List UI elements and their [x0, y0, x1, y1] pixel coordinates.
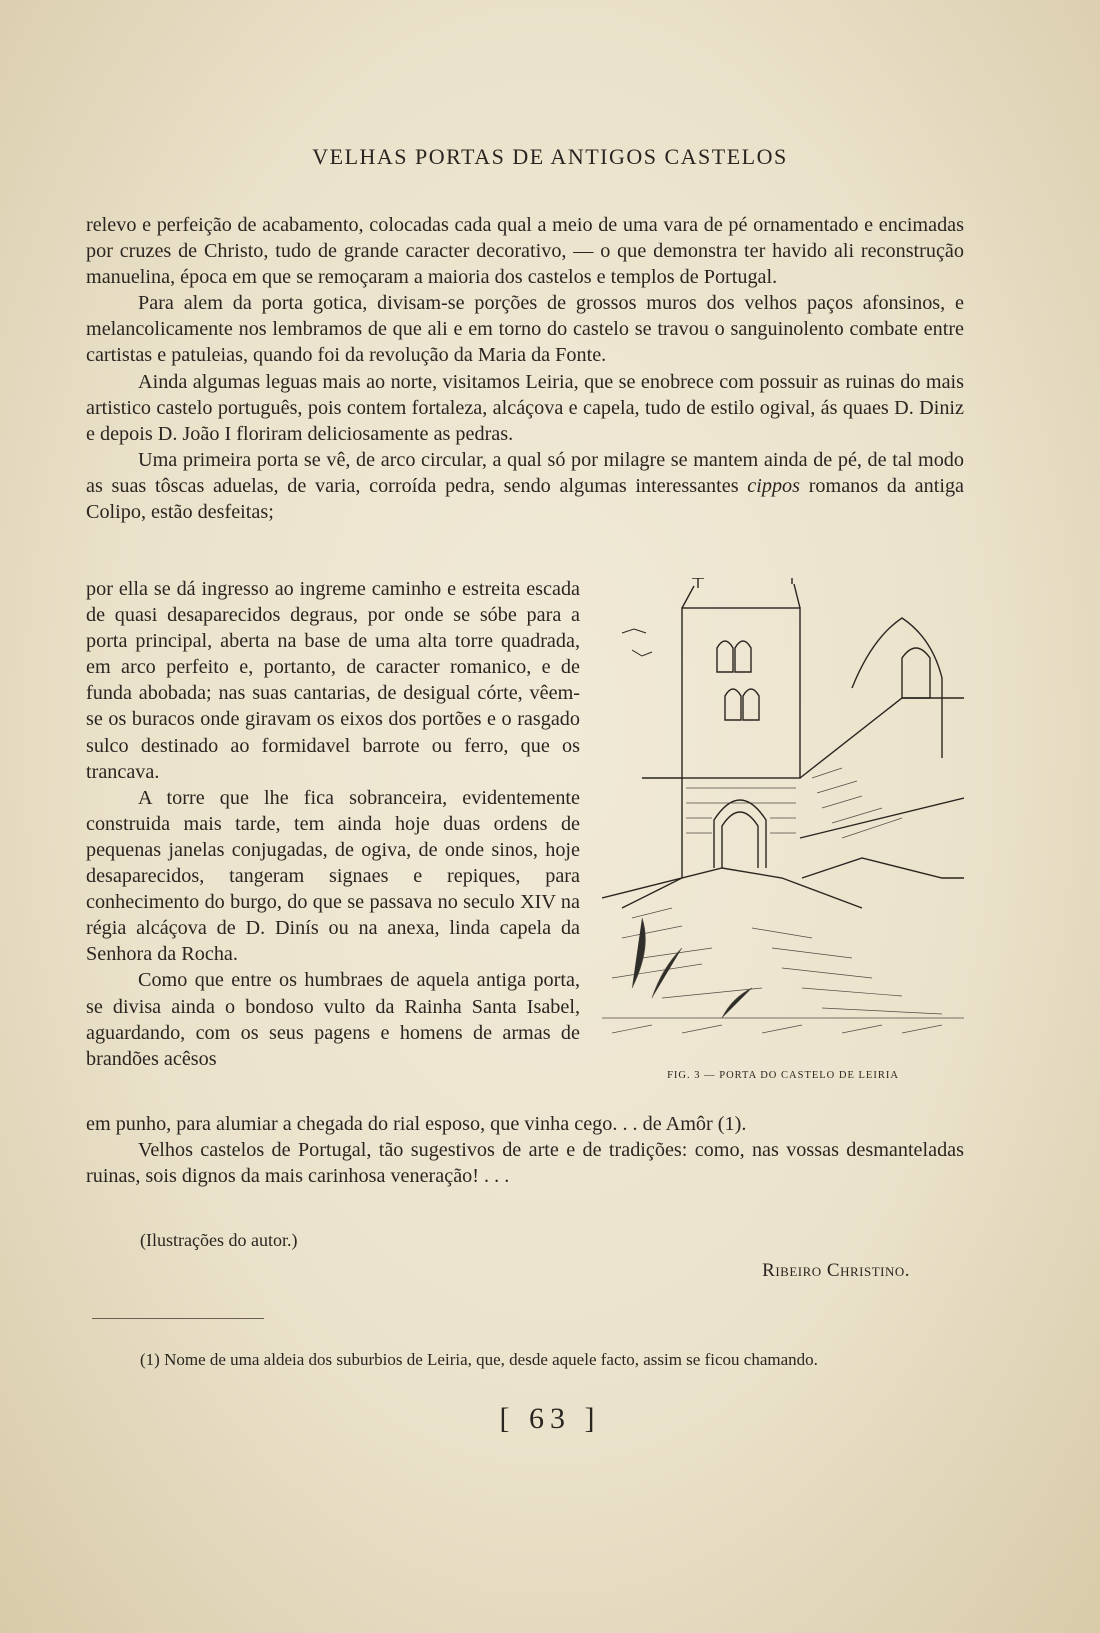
footnote: (1) Nome de uma aldeia dos suburbios de Leiria, que, desde aquele facto, assim se ficou chamando. — [140, 1350, 818, 1369]
paragraph-1: relevo e perfeição de acabamento, colocadas cada qual a meio de uma vara de pé ornamentado e encimadas por cruzes de Christo, tudo de grande caracter decorativo, — o que demonstra ter havido ali reconstrução manuelina, época em que se remoçaram a maioria dos castelos e templos de Portugal. — [86, 214, 964, 289]
author-signature: Ribeiro Christino. — [762, 1260, 910, 1281]
paragraph-3: Ainda algumas leguas mais ao norte, visitamos Leiria, que se enobrece com possuir as ruinas do mais artistico castelo português, pois contem fortaleza, alcáçova e capela, tudo de estilo ogival, ás quaes D. Diniz e depois D. João I floriram deliciosamente as pedras. — [86, 370, 964, 445]
paragraph-2: Para alem da porta gotica, divisam-se porções de grossos muros dos velhos paços afonsinos, e melancolicamente nos lembramos de que ali e em torno do castelo se travou o sanguinolento combate entre cartistas e patuleias, quando foi da revolução da Maria da Fonte. — [86, 292, 964, 367]
paragraph-6-wrap: Como que entre os humbraes de aquela antiga porta, se divisa ainda o bondoso vulto da Rainha Santa Isabel, aguardando, com os seus pagens e homens de armas de brandões acêsos — [86, 969, 580, 1070]
paragraph-5: A torre que lhe fica sobranceira, evidentemente construida mais tarde, tem ainda hoje duas ordens de pequenas janelas conjugadas, de ogiva, de onde sinos, hoje desaparecidos, tangeram signaes e repiques, para conhecimento do burgo, do que se passava no seculo XIV na régia alcáçova de D. Dinís ou na anexa, linda capela da Senhora da Rocha. — [86, 786, 580, 966]
paragraph-4-start-text: Uma primeira porta se vê, de arco circular, a qual só por milagre se mantem ainda de pé, de tal modo as suas tôscas aduelas, de varia, corroída pedra, sendo algumas interessantes — [86, 448, 964, 497]
paragraph-4-start — [86, 447, 964, 525]
figure-caption: FIG. 3 — PORTA DO CASTELO DE LEIRIA — [667, 1070, 899, 1081]
cippos-italic: cippos — [747, 474, 800, 497]
paragraph-7: Velhos castelos de Portugal, tão sugestivos de arte e de tradições: como, nas vossas desmanteladas ruinas, sois dignos da mais carinhosa veneração! . . . — [86, 1139, 964, 1188]
page-number: [ 63 ] — [499, 1402, 601, 1435]
footnote-rule — [92, 1318, 264, 1319]
running-header: VELHAS PORTAS DE ANTIGOS CASTELOS — [312, 144, 788, 169]
castle-gate-illustration — [602, 578, 964, 1048]
paragraph-6-end: em punho, para alumiar a chegada do rial esposo, que vinha cego. . . de Amôr (1). — [86, 1113, 747, 1135]
paragraph-4-wrap: por ella se dá ingresso ao ingreme caminho e estreita escada de quasi desaparecidos degraus, por onde se sóbe para a porta principal, aberta na base de uma alta torre quadrada, em arco perfeito e, portanto, de caracter romanico, e de funda abobada; nas suas cantarias, de desigual córte, vêem-se os buracos onde giravam os eixos dos portões e o rasgado sulco destinado ao formidavel barrote ou ferro, que os trancava. — [86, 578, 580, 783]
text-wrap-column — [86, 576, 580, 1072]
paragraph-4-tail: romanos da antiga Colipo, estão desfeitas; — [86, 474, 965, 524]
castle-drawing — [602, 578, 964, 1048]
text-block-bottom — [86, 1111, 964, 1189]
illustration-credit: (Ilustrações do autor.) — [140, 1230, 298, 1250]
text-block-top — [86, 212, 964, 525]
